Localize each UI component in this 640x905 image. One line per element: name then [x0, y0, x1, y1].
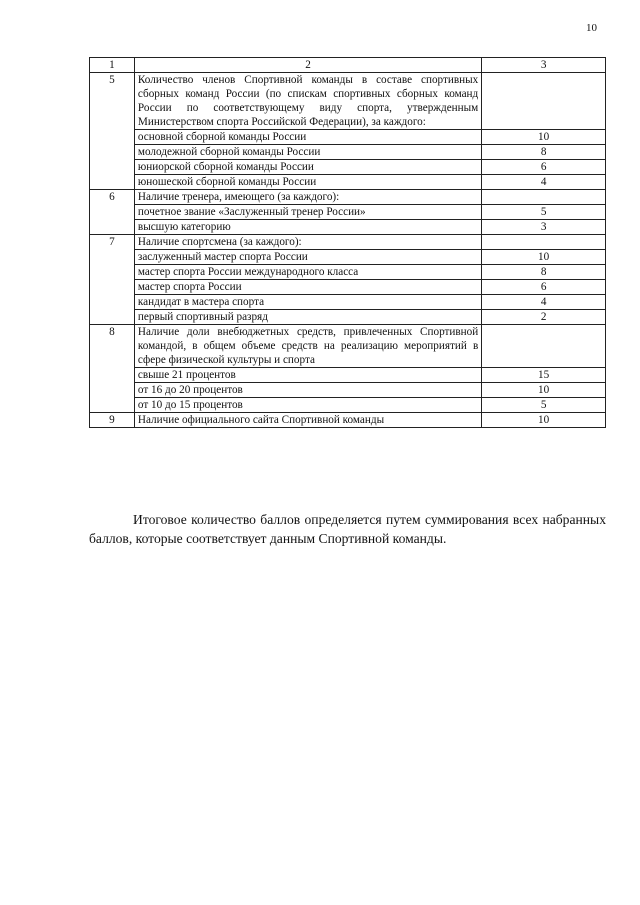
table-row: [90, 160, 606, 175]
criterion-number: 9: [90, 413, 135, 428]
criteria-table: [89, 57, 606, 428]
points-cell: [482, 73, 606, 130]
points-cell: [482, 235, 606, 250]
table-row: [90, 368, 606, 383]
column-header: 2: [134, 58, 481, 73]
item-points: 6: [482, 160, 606, 175]
table-row: [90, 130, 606, 145]
item-label: мастер спорта России: [134, 280, 481, 295]
item-points: 5: [482, 205, 606, 220]
table-row: [90, 73, 606, 130]
table-row: [90, 383, 606, 398]
criterion-title: Наличие доли внебюджетных средств, привлеченных Спортивной командой, в общем объеме средств на реализацию мероприятий в сфере физической культуры и спорта: [134, 325, 481, 368]
table-row: [90, 398, 606, 413]
table-row: [90, 205, 606, 220]
item-points: 8: [482, 265, 606, 280]
points-cell: [482, 190, 606, 205]
table-row: [90, 310, 606, 325]
item-label: юношеской сборной команды России: [134, 175, 481, 190]
page-number: 10: [586, 22, 597, 34]
criterion-number: 8: [90, 325, 135, 413]
criterion-title: Количество членов Спортивной команды в составе спортивных сборных команд России (по спискам спортивных сборных команд России по соответствующему виду спорта, утвержденным Министерством спорта Российской Федерации), за каждого:: [134, 73, 481, 130]
item-points: 15: [482, 368, 606, 383]
item-points: 4: [482, 175, 606, 190]
item-points: 8: [482, 145, 606, 160]
item-label: от 10 до 15 процентов: [134, 398, 481, 413]
item-points: 3: [482, 220, 606, 235]
points-cell: [482, 325, 606, 368]
item-points: 6: [482, 280, 606, 295]
item-label: заслуженный мастер спорта России: [134, 250, 481, 265]
criterion-title: Наличие спортсмена (за каждого):: [134, 235, 481, 250]
item-label: мастер спорта России международного класса: [134, 265, 481, 280]
item-points: 10: [482, 130, 606, 145]
item-label: почетное звание «Заслуженный тренер России»: [134, 205, 481, 220]
column-header: 1: [90, 58, 135, 73]
table-row: [90, 175, 606, 190]
table-row: [90, 325, 606, 368]
item-label: молодежной сборной команды России: [134, 145, 481, 160]
item-label: от 16 до 20 процентов: [134, 383, 481, 398]
item-points: 5: [482, 398, 606, 413]
criterion-title: Наличие тренера, имеющего (за каждого):: [134, 190, 481, 205]
item-label: кандидат в мастера спорта: [134, 295, 481, 310]
table-row: [90, 413, 606, 428]
item-points: 2: [482, 310, 606, 325]
table-row: [90, 250, 606, 265]
item-label: первый спортивный разряд: [134, 310, 481, 325]
criterion-number: 7: [90, 235, 135, 325]
criterion-number: 5: [90, 73, 135, 190]
item-label: основной сборной команды России: [134, 130, 481, 145]
table-row: [90, 280, 606, 295]
item-points: 10: [482, 383, 606, 398]
column-header: 3: [482, 58, 606, 73]
table-row: [90, 265, 606, 280]
item-points: 10: [482, 413, 606, 428]
table-row: [90, 145, 606, 160]
table-row: [90, 235, 606, 250]
item-label: свыше 21 процентов: [134, 368, 481, 383]
item-points: 10: [482, 250, 606, 265]
table-header-row: [90, 58, 606, 73]
item-label: высшую категорию: [134, 220, 481, 235]
table-row: [90, 220, 606, 235]
item-label: юниорской сборной команды России: [134, 160, 481, 175]
item-label: Наличие официального сайта Спортивной команды: [134, 413, 481, 428]
table-row: [90, 295, 606, 310]
table-row: [90, 190, 606, 205]
summary-paragraph: Итоговое количество баллов определяется путем суммирования всех набранных баллов, которые соответствует данным Спортивной команды.: [89, 512, 606, 546]
criterion-number: 6: [90, 190, 135, 235]
item-points: 4: [482, 295, 606, 310]
